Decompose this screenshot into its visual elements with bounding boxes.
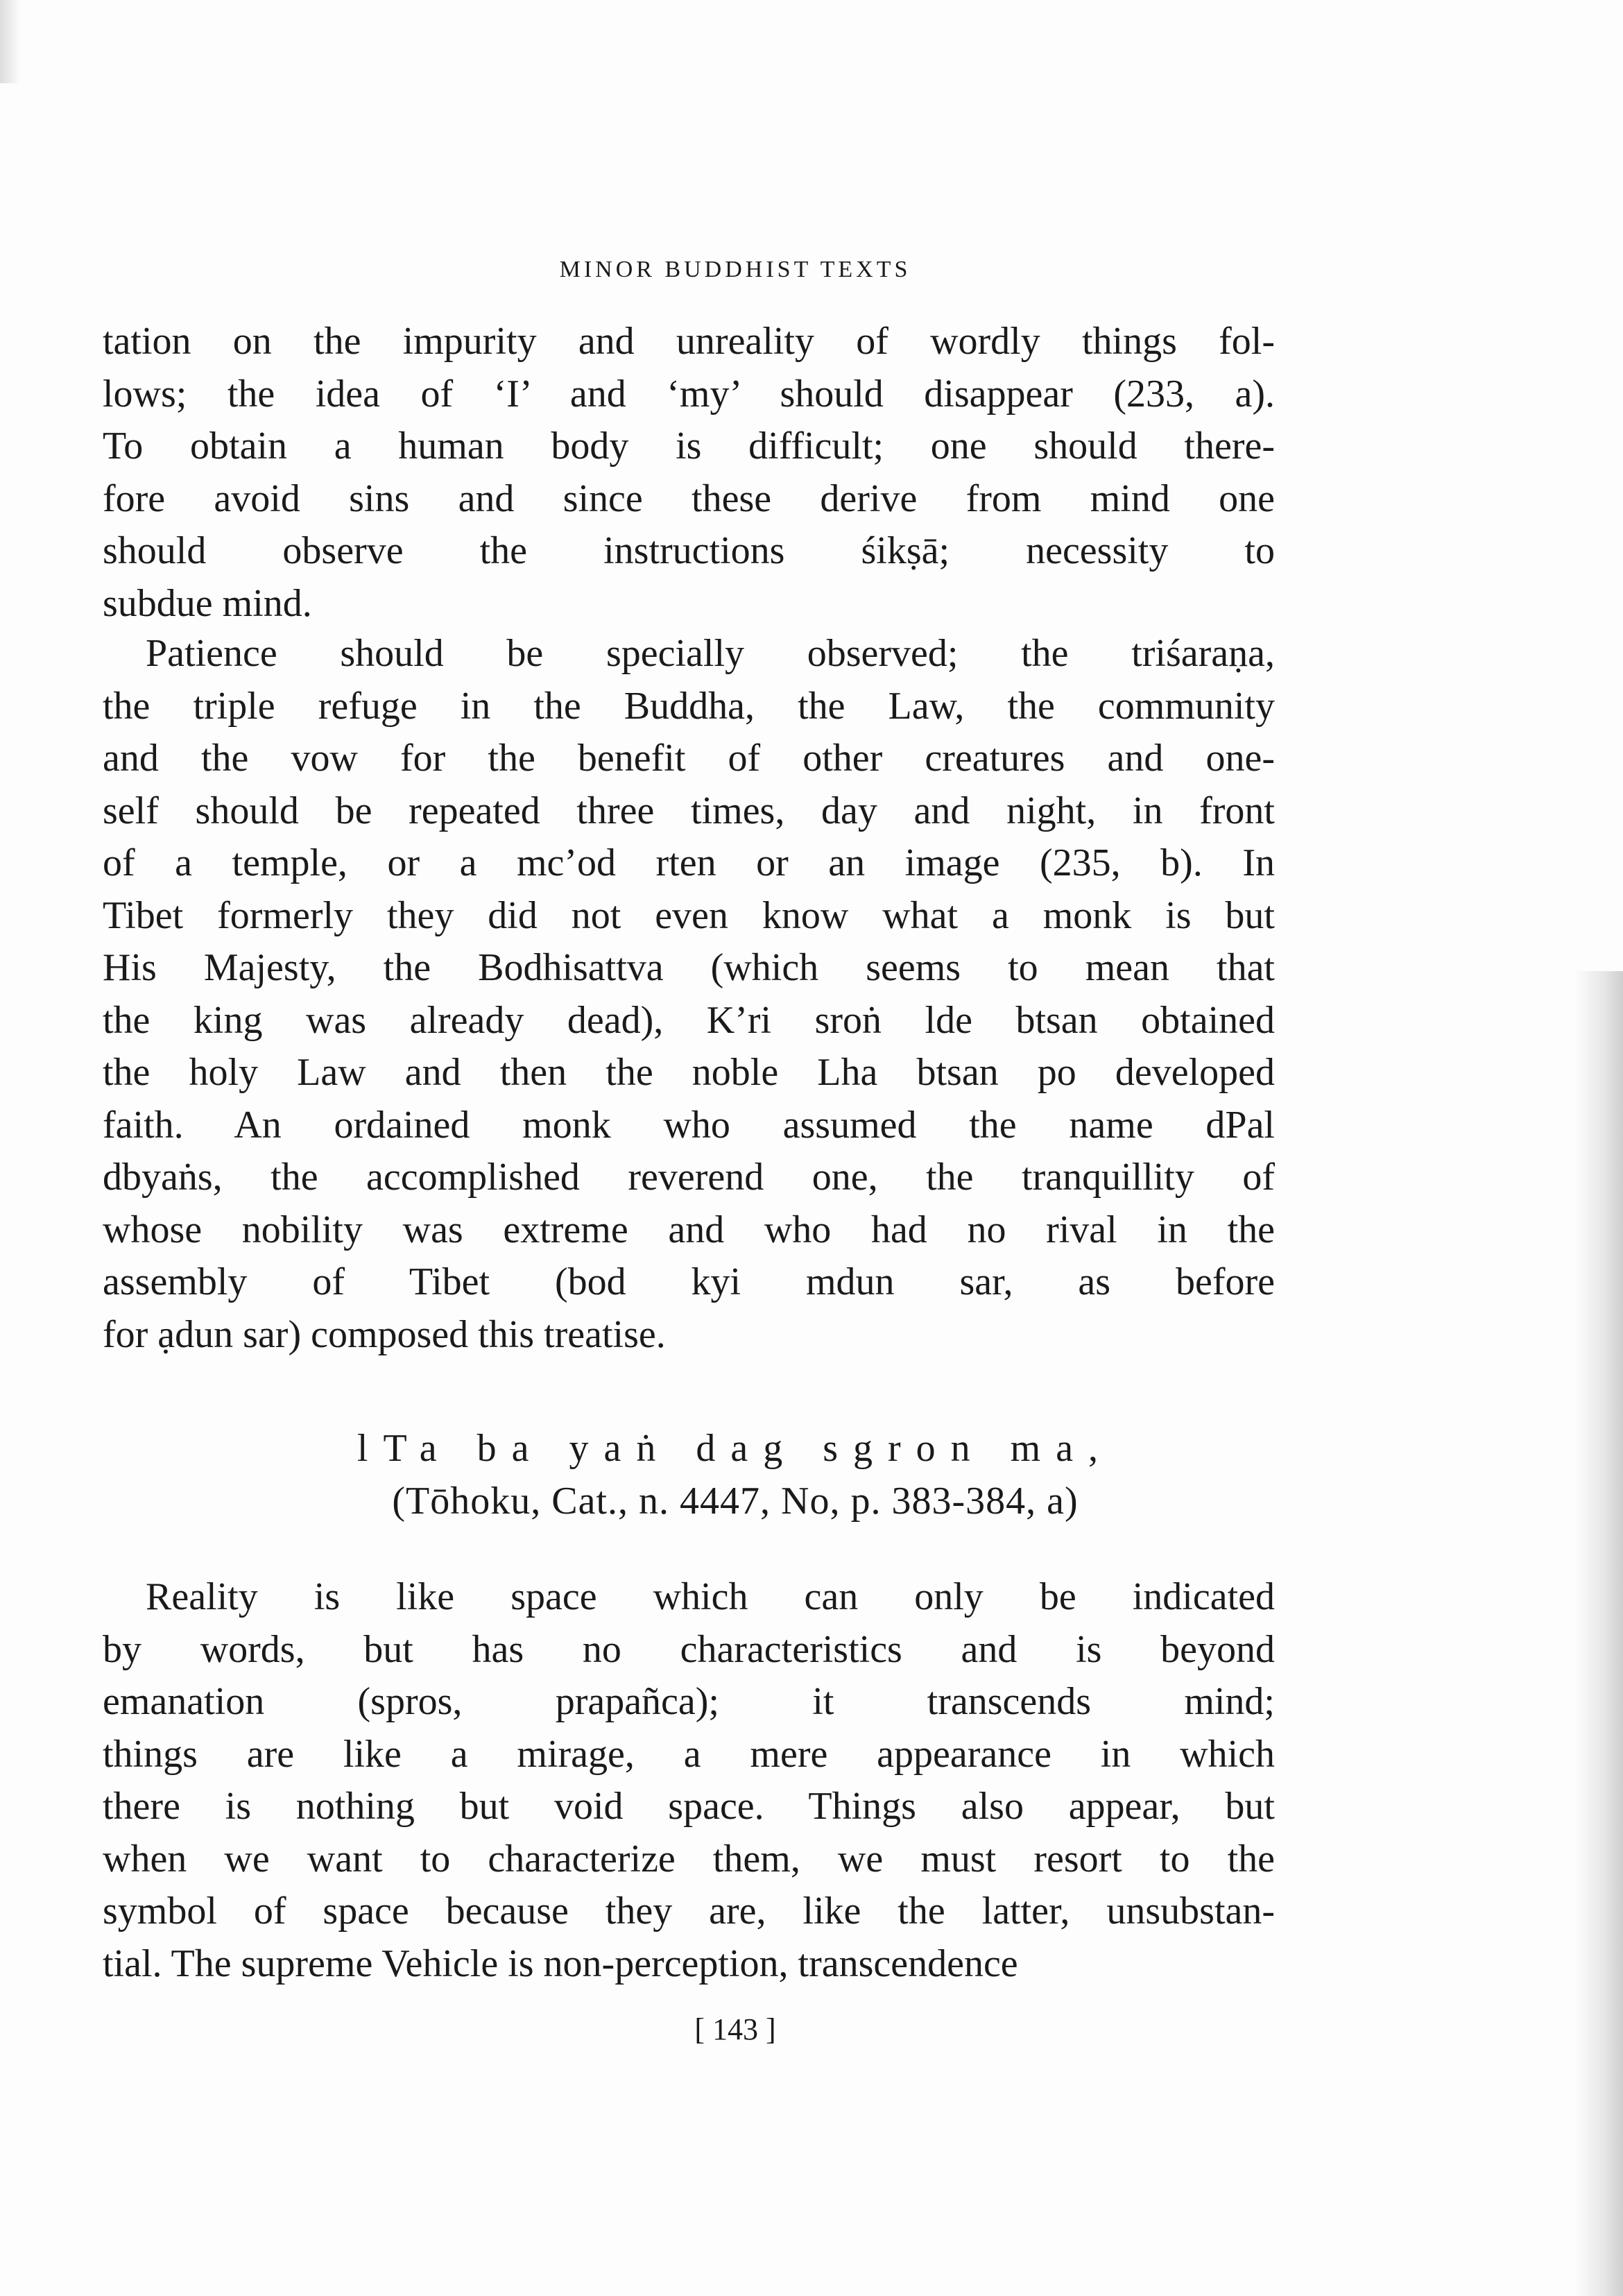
running-head: MINOR BUDDHIST TEXTS [559,257,911,282]
text-line: assembly of Tibet (bod kyi mdun sar, as before [103,1260,1275,1303]
text-line: tial. The supreme Vehicle is non-perception, transcendence [103,1942,1018,1985]
text-line: emanation (spros, prapañca); it transcends mind; [103,1680,1275,1723]
text-line: the triple refuge in the Buddha, the Law, the community [103,684,1275,728]
text-line: symbol of space because they are, like the latter, unsubstan- [103,1890,1275,1933]
text-line: subdue mind. [103,581,312,625]
text-line: His Majesty, the Bodhisattva (which seems to mean that [103,946,1275,989]
section-title: lTa ba yaṅ dag sgron ma, [357,1427,1114,1470]
text-line: for ạdun sar) composed this treatise. [103,1312,666,1356]
text-line: when we want to characterize them, we must resort to the [103,1837,1275,1881]
text-line: fore avoid sins and since these derive from mind one [103,477,1275,520]
text-line: should observe the instructions śikṣā; necessity to [103,529,1275,572]
section-heading [0,1422,1547,1527]
text-line: by words, but has no characteristics and is beyond [103,1627,1275,1671]
text-line: To obtain a human body is difficult; one should there- [103,425,1275,468]
text-line: Reality is like space which can only be indicated [146,1575,1275,1618]
text-line: self should be repeated three times, day and night, in front [103,789,1275,832]
text-line: things are like a mirage, a mere appearance in which [103,1732,1275,1776]
text-line: lows; the idea of ‘I’ and ‘my’ should disappear (233, a). [103,372,1275,415]
section-reference: (Tōhoku, Cat., n. 4447, No, p. 383-384, a) [392,1480,1079,1523]
text-line: dbyaṅs, the accomplished reverend one, the tranquillity of [103,1156,1275,1199]
paragraph-2 [103,628,1275,1361]
paragraph-3 [103,1571,1275,1990]
text-line: there is nothing but void space. Things also appear, but [103,1785,1275,1828]
scan-edge-shadow [1574,971,1623,2296]
text-line: tation on the impurity and unreality of wordly things fol- [103,320,1275,363]
text-line: the holy Law and then the noble Lha btsan po developed [103,1051,1275,1094]
text-line: faith. An ordained monk who assumed the name dPal [103,1103,1275,1147]
scan-corner-shadow [0,0,21,83]
text-line: of a temple, or a mc’od rten or an image (235, b). In [103,841,1275,884]
page-number: [ 143 ] [694,2012,776,2046]
text-line: the king was already dead), K’ri sroṅ lde btsan obtained [103,998,1275,1042]
text-line: Tibet formerly they did not even know what a monk is but [103,893,1275,937]
paragraph-1 [103,316,1275,630]
text-line: and the vow for the benefit of other creatures and one- [103,737,1275,780]
text-line: Patience should be specially observed; the triśaraṇa, [146,632,1275,675]
text-line: whose nobility was extreme and who had no rival in the [103,1208,1275,1251]
